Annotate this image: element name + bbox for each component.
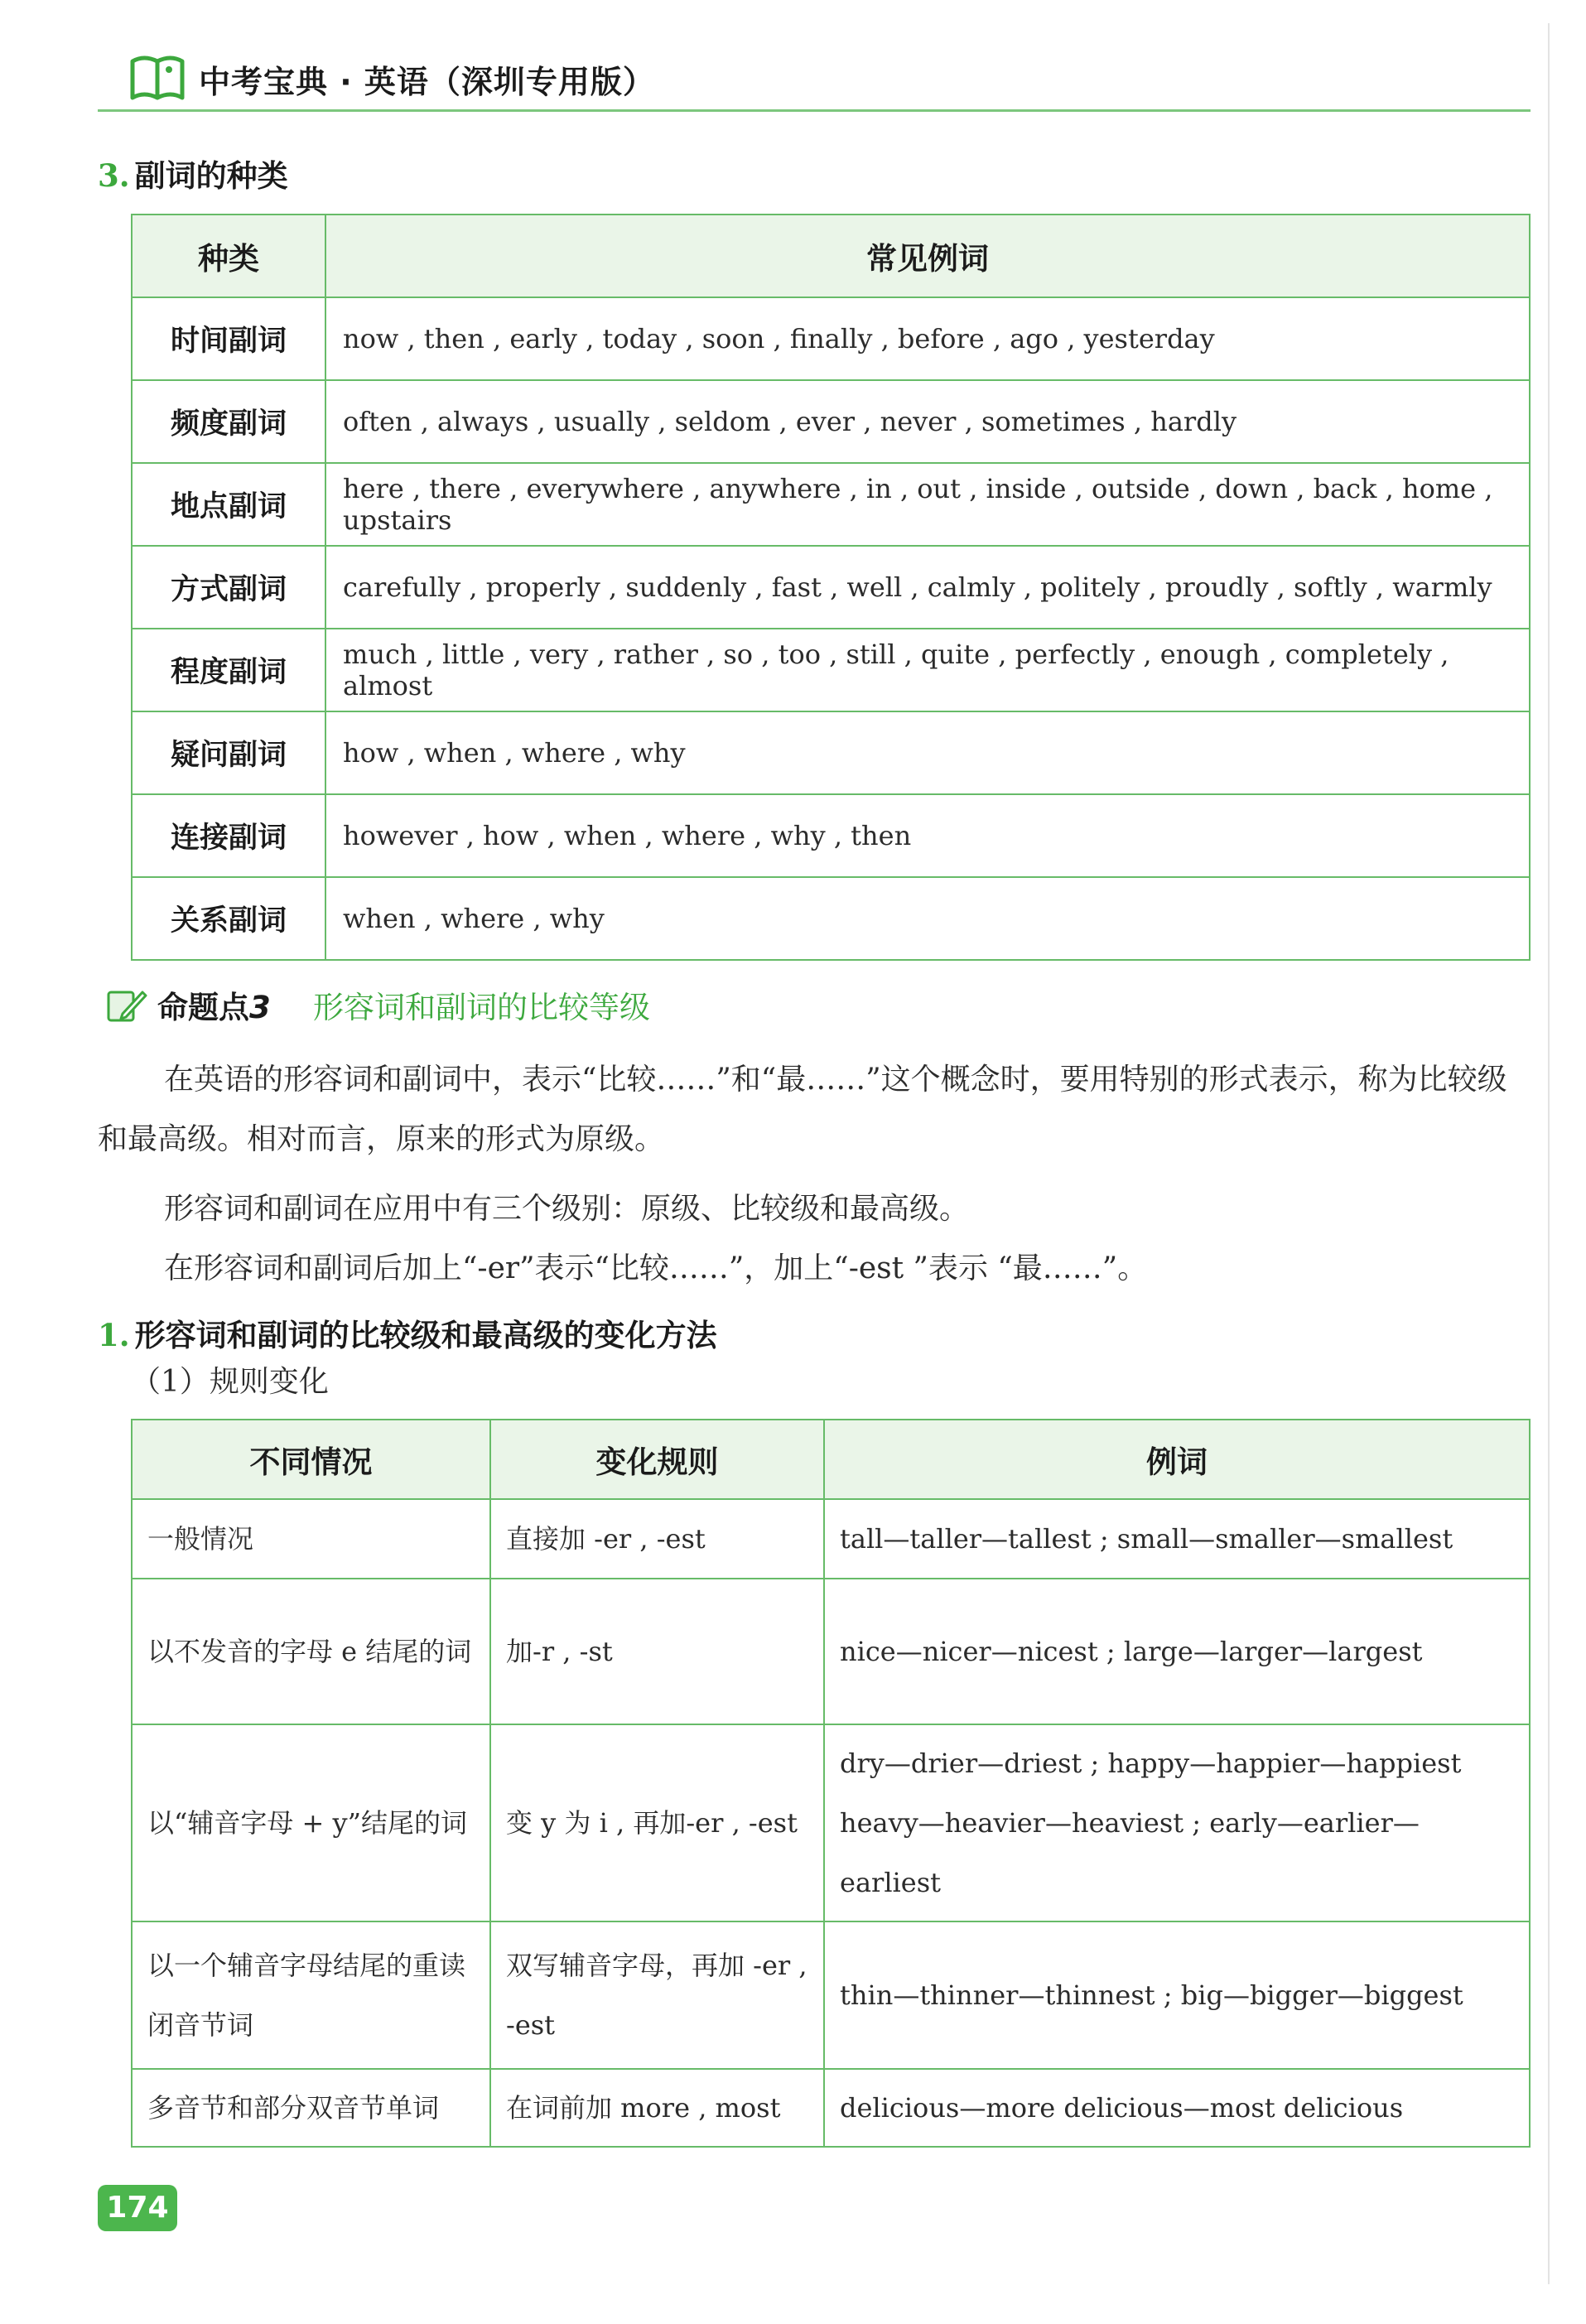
examples-cell: often , always , usually , seldom , ever , never , sometimes , hardly xyxy=(325,380,1530,463)
key-point-title: 形容词和副词的比较等级 xyxy=(313,990,650,1025)
category-cell: 连接副词 xyxy=(132,794,325,877)
examples-cell: however , how , when , where , why , then xyxy=(325,794,1530,877)
header-examples: 例词 xyxy=(824,1420,1530,1499)
table-row xyxy=(132,1579,1530,1724)
example-cell: nice—nicer—nicest ; large—larger—largest xyxy=(824,1579,1530,1724)
table-header-row xyxy=(132,1420,1530,1499)
page-number: 174 xyxy=(98,2185,177,2231)
table-row xyxy=(132,380,1530,463)
example-line: heavy—heavier—heaviest ; early—earlier—earliest xyxy=(840,1807,1420,1898)
table-row xyxy=(132,463,1530,546)
examples-cell: here , there , everywhere , anywhere , in , out , inside , outside , down , back , home , upstairs xyxy=(325,463,1530,546)
page-header xyxy=(98,50,1531,108)
rule-cell: 在词前加 more , most xyxy=(490,2069,824,2147)
header-rule: 变化规则 xyxy=(490,1420,824,1499)
rule-cell: 直接加 -er , -est xyxy=(490,1499,824,1579)
rule-cell: 双写辅音字母，再加 -er , -est xyxy=(490,1921,824,2069)
table-row xyxy=(132,1921,1530,2069)
header-title: 中考宝典 · 英语（深圳专用版） xyxy=(199,64,655,100)
example-cell: thin—thinner—thinnest ; big—bigger—biggest xyxy=(824,1921,1530,2069)
category-cell: 关系副词 xyxy=(132,877,325,960)
category-cell: 疑问副词 xyxy=(132,711,325,794)
category-cell: 时间副词 xyxy=(132,297,325,380)
category-cell: 地点副词 xyxy=(132,463,325,546)
section-1-number: 1. xyxy=(98,1317,130,1353)
paragraph-1: 在英语的形容词和副词中，表示“比较……”和“最……”这个概念时，要用特别的形式表示，称为比较级和最高级。相对而言，原来的形式为原级。 xyxy=(98,1063,1507,1156)
table-row xyxy=(132,546,1530,629)
table-row xyxy=(132,794,1530,877)
table-row xyxy=(132,297,1530,380)
table-row xyxy=(132,877,1530,960)
page-edge xyxy=(1548,23,1550,2284)
table-row xyxy=(132,1724,1530,1921)
example-cell: tall—taller—tallest ; small—smaller—smallest xyxy=(824,1499,1530,1579)
category-cell: 程度副词 xyxy=(132,629,325,711)
table-row xyxy=(132,1499,1530,1579)
book-icon xyxy=(128,51,187,101)
category-cell: 频度副词 xyxy=(132,380,325,463)
examples-cell: much , little , very , rather , so , too , still , quite , perfectly , enough , completely , almost xyxy=(325,629,1530,711)
examples-cell: carefully , properly , suddenly , fast , well , calmly , politely , proudly , softly , warmly xyxy=(325,546,1530,629)
table-row xyxy=(132,2069,1530,2147)
category-cell: 方式副词 xyxy=(132,546,325,629)
key-point-number: 3 xyxy=(249,990,271,1025)
rule-cell: 加-r , -st xyxy=(490,1579,824,1724)
section-3-title xyxy=(98,151,288,195)
header-examples: 常见例词 xyxy=(325,215,1530,297)
header-situation: 不同情况 xyxy=(132,1420,490,1499)
table-header-row xyxy=(132,215,1530,297)
examples-cell: when , where , why xyxy=(325,877,1530,960)
example-cell: delicious—more delicious—most delicious xyxy=(824,2069,1530,2147)
table-row xyxy=(132,629,1530,711)
paragraph-2: 形容词和副词在应用中有三个级别：原级、比较级和最高级。 xyxy=(164,1192,970,1226)
situation-cell: 一般情况 xyxy=(132,1499,490,1579)
header-rule xyxy=(98,109,1531,112)
situation-cell: 多音节和部分双音节单词 xyxy=(132,2069,490,2147)
example-cell xyxy=(824,1724,1530,1921)
comparison-rules-table xyxy=(131,1419,1531,2148)
paragraph-3: 在形容词和副词后加上“-er”表示“比较……”，加上“-est ”表示 “最……”。 xyxy=(164,1251,1148,1285)
section-3-number: 3. xyxy=(98,157,130,194)
examples-cell: now , then , early , today , soon , finally , before , ago , yesterday xyxy=(325,297,1530,380)
rule-cell: 变 y 为 i , 再加-er , -est xyxy=(490,1724,824,1921)
key-point-label: 命题点3 xyxy=(157,990,271,1025)
section-1-text: 形容词和副词的比较级和最高级的变化方法 xyxy=(134,1318,717,1353)
section-3-text: 副词的种类 xyxy=(134,158,288,194)
table-row xyxy=(132,711,1530,794)
header-category: 种类 xyxy=(132,215,325,297)
subsection-heading: （1）规则变化 xyxy=(131,1365,329,1399)
section-1-title xyxy=(98,1310,717,1355)
adverb-types-table xyxy=(131,214,1531,961)
situation-cell: 以一个辅音字母结尾的重读闭音节词 xyxy=(132,1921,490,2069)
situation-cell: 以“辅音字母 + y”结尾的词 xyxy=(132,1724,490,1921)
situation-cell: 以不发音的字母 e 结尾的词 xyxy=(132,1579,490,1724)
examples-cell: how , when , where , why xyxy=(325,711,1530,794)
example-line: dry—drier—driest ; happy—happier—happiest xyxy=(840,1748,1462,1779)
pencil-note-icon xyxy=(106,987,147,1024)
